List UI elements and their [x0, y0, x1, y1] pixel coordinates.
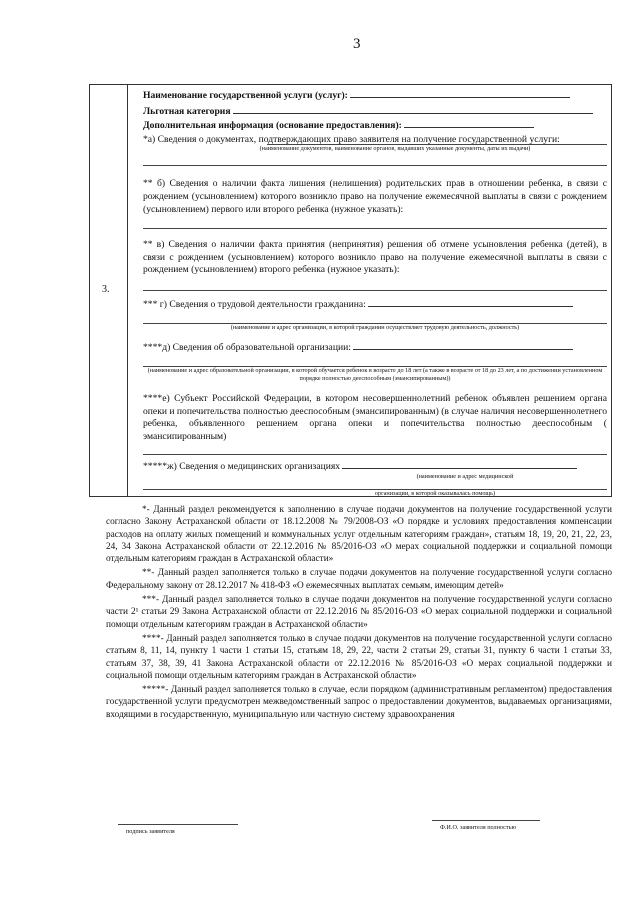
item-a-text: *а) Сведения о документах, подтверждающих право заявителя на получение государственной услуги:: [143, 133, 560, 145]
item-g-row: [143, 297, 607, 312]
footnote-2: **- Данный раздел заполняется только в случае подачи документов на получение государственной услуги согласно Федеральному закону от 28.12.2017 № 418-ФЗ «О ежемесячных выплатах семьям, имеющим детей»: [106, 568, 612, 591]
footnote-3: ***- Данный раздел заполняется только в случае подачи документов на получение государственной услуги согласно части 2¹ статьи 29 Закона Астраханской области от 22.12.2016 № 85/2016-ОЗ «О мерах социальной поддержки и социальной помощи отдельным категориям граждан в Астраханской области»: [106, 595, 612, 630]
service-name-row: [143, 88, 607, 103]
additional-info-row: [143, 118, 607, 133]
item-v-field[interactable]: [143, 290, 607, 291]
item-zh-caption-2: организации, в которой оказывалась помощь): [374, 490, 496, 498]
additional-info-label: Дополнительная информация (основание предоставления):: [143, 120, 402, 132]
item-zh-field[interactable]: [342, 459, 577, 469]
item-zh-caption-1: (наименование и адрес медицинской: [416, 473, 514, 481]
service-name-field[interactable]: [350, 88, 570, 98]
item-d-row: [143, 340, 607, 355]
item-d-field[interactable]: [353, 340, 573, 350]
item-d-caption: (наименование и адрес образовательной организации, в которой обучается ребенок в возрасте до 18 лет (а также в возрасте от 18 до 23 лет, а по достижении установленном порядке полностью дееспособным (эмансипированным)): [147, 367, 603, 383]
page-number: 3: [353, 36, 361, 52]
item-b-field[interactable]: [143, 228, 607, 229]
item-v-text: ** в) Сведения о наличии факта принятия (непринятия) решения об отмене усыновления ребенка (детей), в связи с рождением (усыновлением) которого возникло право на получение ежемесячной выплаты в связи с рождением (усыновлением) второго ребенка (нужное указать):: [143, 239, 607, 276]
item-e-field[interactable]: [143, 454, 607, 455]
row-number: 3.: [102, 284, 110, 295]
full-name-line[interactable]: [432, 820, 540, 821]
item-zh-row: [143, 459, 607, 474]
service-name-label: Наименование государственной услуги (услуг):: [143, 90, 348, 101]
item-d-text: ****д) Сведения об образовательной организации:: [143, 341, 351, 353]
item-e-text: ****е) Субъект Российской Федерации, в котором несовершеннолетний ребенок объявлен решением органа опеки и попечительства полностью дееспособным (эмансипированным) (в случае наличия несовершеннолетнего ребенка, объявленного решением органа опеки и попечительства полностью дееспособным ( эмансипированным): [143, 393, 608, 442]
category-field[interactable]: [233, 104, 593, 114]
signature-line[interactable]: [118, 824, 238, 825]
item-zh-text: *****ж) Сведения о медицинских организациях: [143, 460, 341, 472]
footnote-4: ****- Данный раздел заполняется только в случае подачи документов на получение государственной услуги согласно статьям 8, 11, 14, пункту 1 части 1 статьи 15, статьям 18, 29, 22, части 2 статьи 29, статьи 31, пункту 6 части 1 статьи 33, статьям 37, 38, 39, 41 Закона Астраханской области от 22.12.2016 № 85/2016-ОЗ «О мерах социальной поддержки и социальной помощи отдельным категориям граждан в Астраханской области»: [106, 633, 612, 681]
full-name-caption: Ф.И.О. заявителя полностью: [440, 824, 517, 831]
item-g-text: *** г) Сведения о трудовой деятельности гражданина:: [143, 298, 366, 310]
item-g-caption: (наименование и адрес организации, в которой гражданин осуществляет трудовую деятельность, должность): [230, 323, 520, 331]
table-column-divider: [127, 84, 128, 497]
additional-info-field[interactable]: [404, 118, 534, 128]
item-a-caption: (наименование документов, наименование органов, выдавших указанные документы, даты их выдачи): [259, 145, 531, 153]
item-b-text: ** б) Сведения о наличии факта лишения (нелишения) родительских прав в отношении ребенка, в связи с рождением (усыновлением) которого возникло право на получение ежемесячной выплаты в связи с рождением (усыновлением) первого или второго ребенка (нужное указать):: [143, 178, 607, 215]
footnote-1: *- Данный раздел рекомендуется к заполнению в случае подачи документов на получение государственной услуги согласно Закону Астраханской области от 18.12.2008 № 79/2008-ОЗ «О порядке и условиях предоставления компенсации расходов на оплату жилых помещений и коммунальных услуг отдельным категориям граждан», статьям 18, 19, 20, 21, 22, 23, 24, 34 Закона Астраханской области от 22.12.2016 № 85/2016-ОЗ «О мерах социальной поддержки и социальной помощи отдельным категориям граждан в Астраханской области»: [106, 505, 612, 565]
signature-caption: подпись заявителя: [126, 828, 175, 835]
category-row: [143, 104, 607, 119]
item-a-field-2[interactable]: [143, 165, 607, 166]
category-label: Льготная категория: [143, 105, 231, 117]
item-g-field[interactable]: [368, 297, 573, 307]
footnote-5: *****- Данный раздел заполняется только в случае, если порядком (административным регламентом) предоставления государственной услуги предусмотрен межведомственный запрос о предоставлении документов, выдаваемых организациями, входящими в государственную, муниципальную или частную систему здравоохранения: [106, 685, 612, 720]
form-section: [143, 88, 607, 498]
footnotes: [106, 504, 612, 723]
